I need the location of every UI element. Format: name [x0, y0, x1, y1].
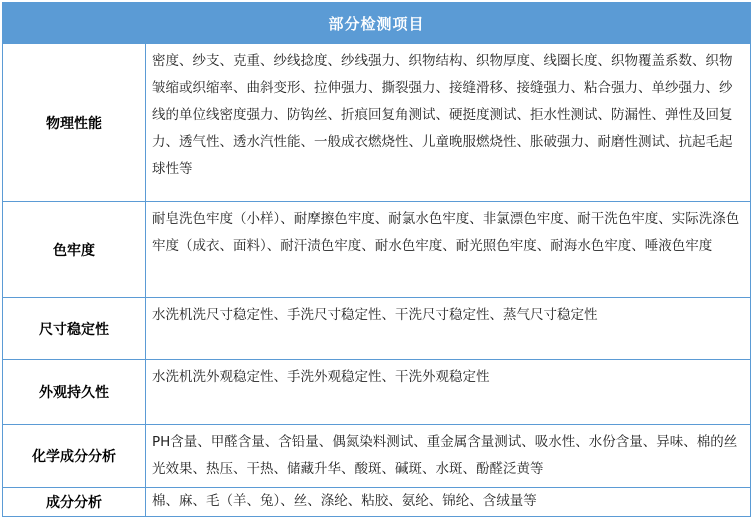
- table-row: [3, 359, 750, 424]
- table-row: [3, 487, 750, 516]
- row-category: 物理性能: [3, 44, 146, 201]
- row-items: 耐皂洗色牢度（小样）、耐摩擦色牢度、耐氯水色牢度、非氯漂色牢度、耐干洗色牢度、实际洗涤色牢度（成衣、面料）、耐汗渍色牢度、耐水色牢度、耐光照色牢度、耐海水色牢度、唾液色牢度: [152, 211, 740, 254]
- test-items-table: [2, 2, 751, 517]
- row-items: 棉、麻、毛（羊、兔）、丝、涤纶、粘胶、氨纶、锦纶、含绒量等: [152, 493, 537, 509]
- table-title: 部分检测项目: [3, 3, 750, 43]
- row-category: 外观持久性: [3, 360, 146, 424]
- table-row: [3, 424, 750, 487]
- row-category: 尺寸稳定性: [3, 298, 146, 359]
- table-row: [3, 201, 750, 297]
- row-category: 色牢度: [3, 202, 146, 297]
- row-items: 密度、纱支、克重、纱线捻度、纱线强力、织物结构、织物厚度、线圈长度、织物覆盖系数、织物皱缩或织缩率、曲斜变形、拉伸强力、撕裂强力、接缝滑移、接缝强力、粘合强力、单纱强力、纱线的单位线密度强力、防钩丝、折痕回复角测试、硬挺度测试、拒水性测试、防漏性、弹性及回复力、透气性、透水汽性能、一般成衣燃烧性、儿童晚服燃烧性、胀破强力、耐磨性测试、抗起毛起球性等: [152, 53, 733, 177]
- row-category: 成分分析: [3, 488, 146, 516]
- row-items: 水洗机洗外观稳定性、手洗外观稳定性、干洗外观稳定性: [152, 369, 490, 385]
- row-items: PH含量、甲醛含量、含铅量、偶氮染料测试、重金属含量测试、吸水性、水份含量、异味、棉的丝光效果、热压、干热、储藏升华、酸斑、碱斑、水斑、酚醛泛黄等: [152, 434, 738, 477]
- row-category: 化学成分分析: [3, 425, 146, 487]
- table-row: [3, 43, 750, 201]
- table-row: [3, 297, 750, 359]
- row-items: 水洗机洗尺寸稳定性、手洗尺寸稳定性、干洗尺寸稳定性、蒸气尺寸稳定性: [152, 307, 598, 323]
